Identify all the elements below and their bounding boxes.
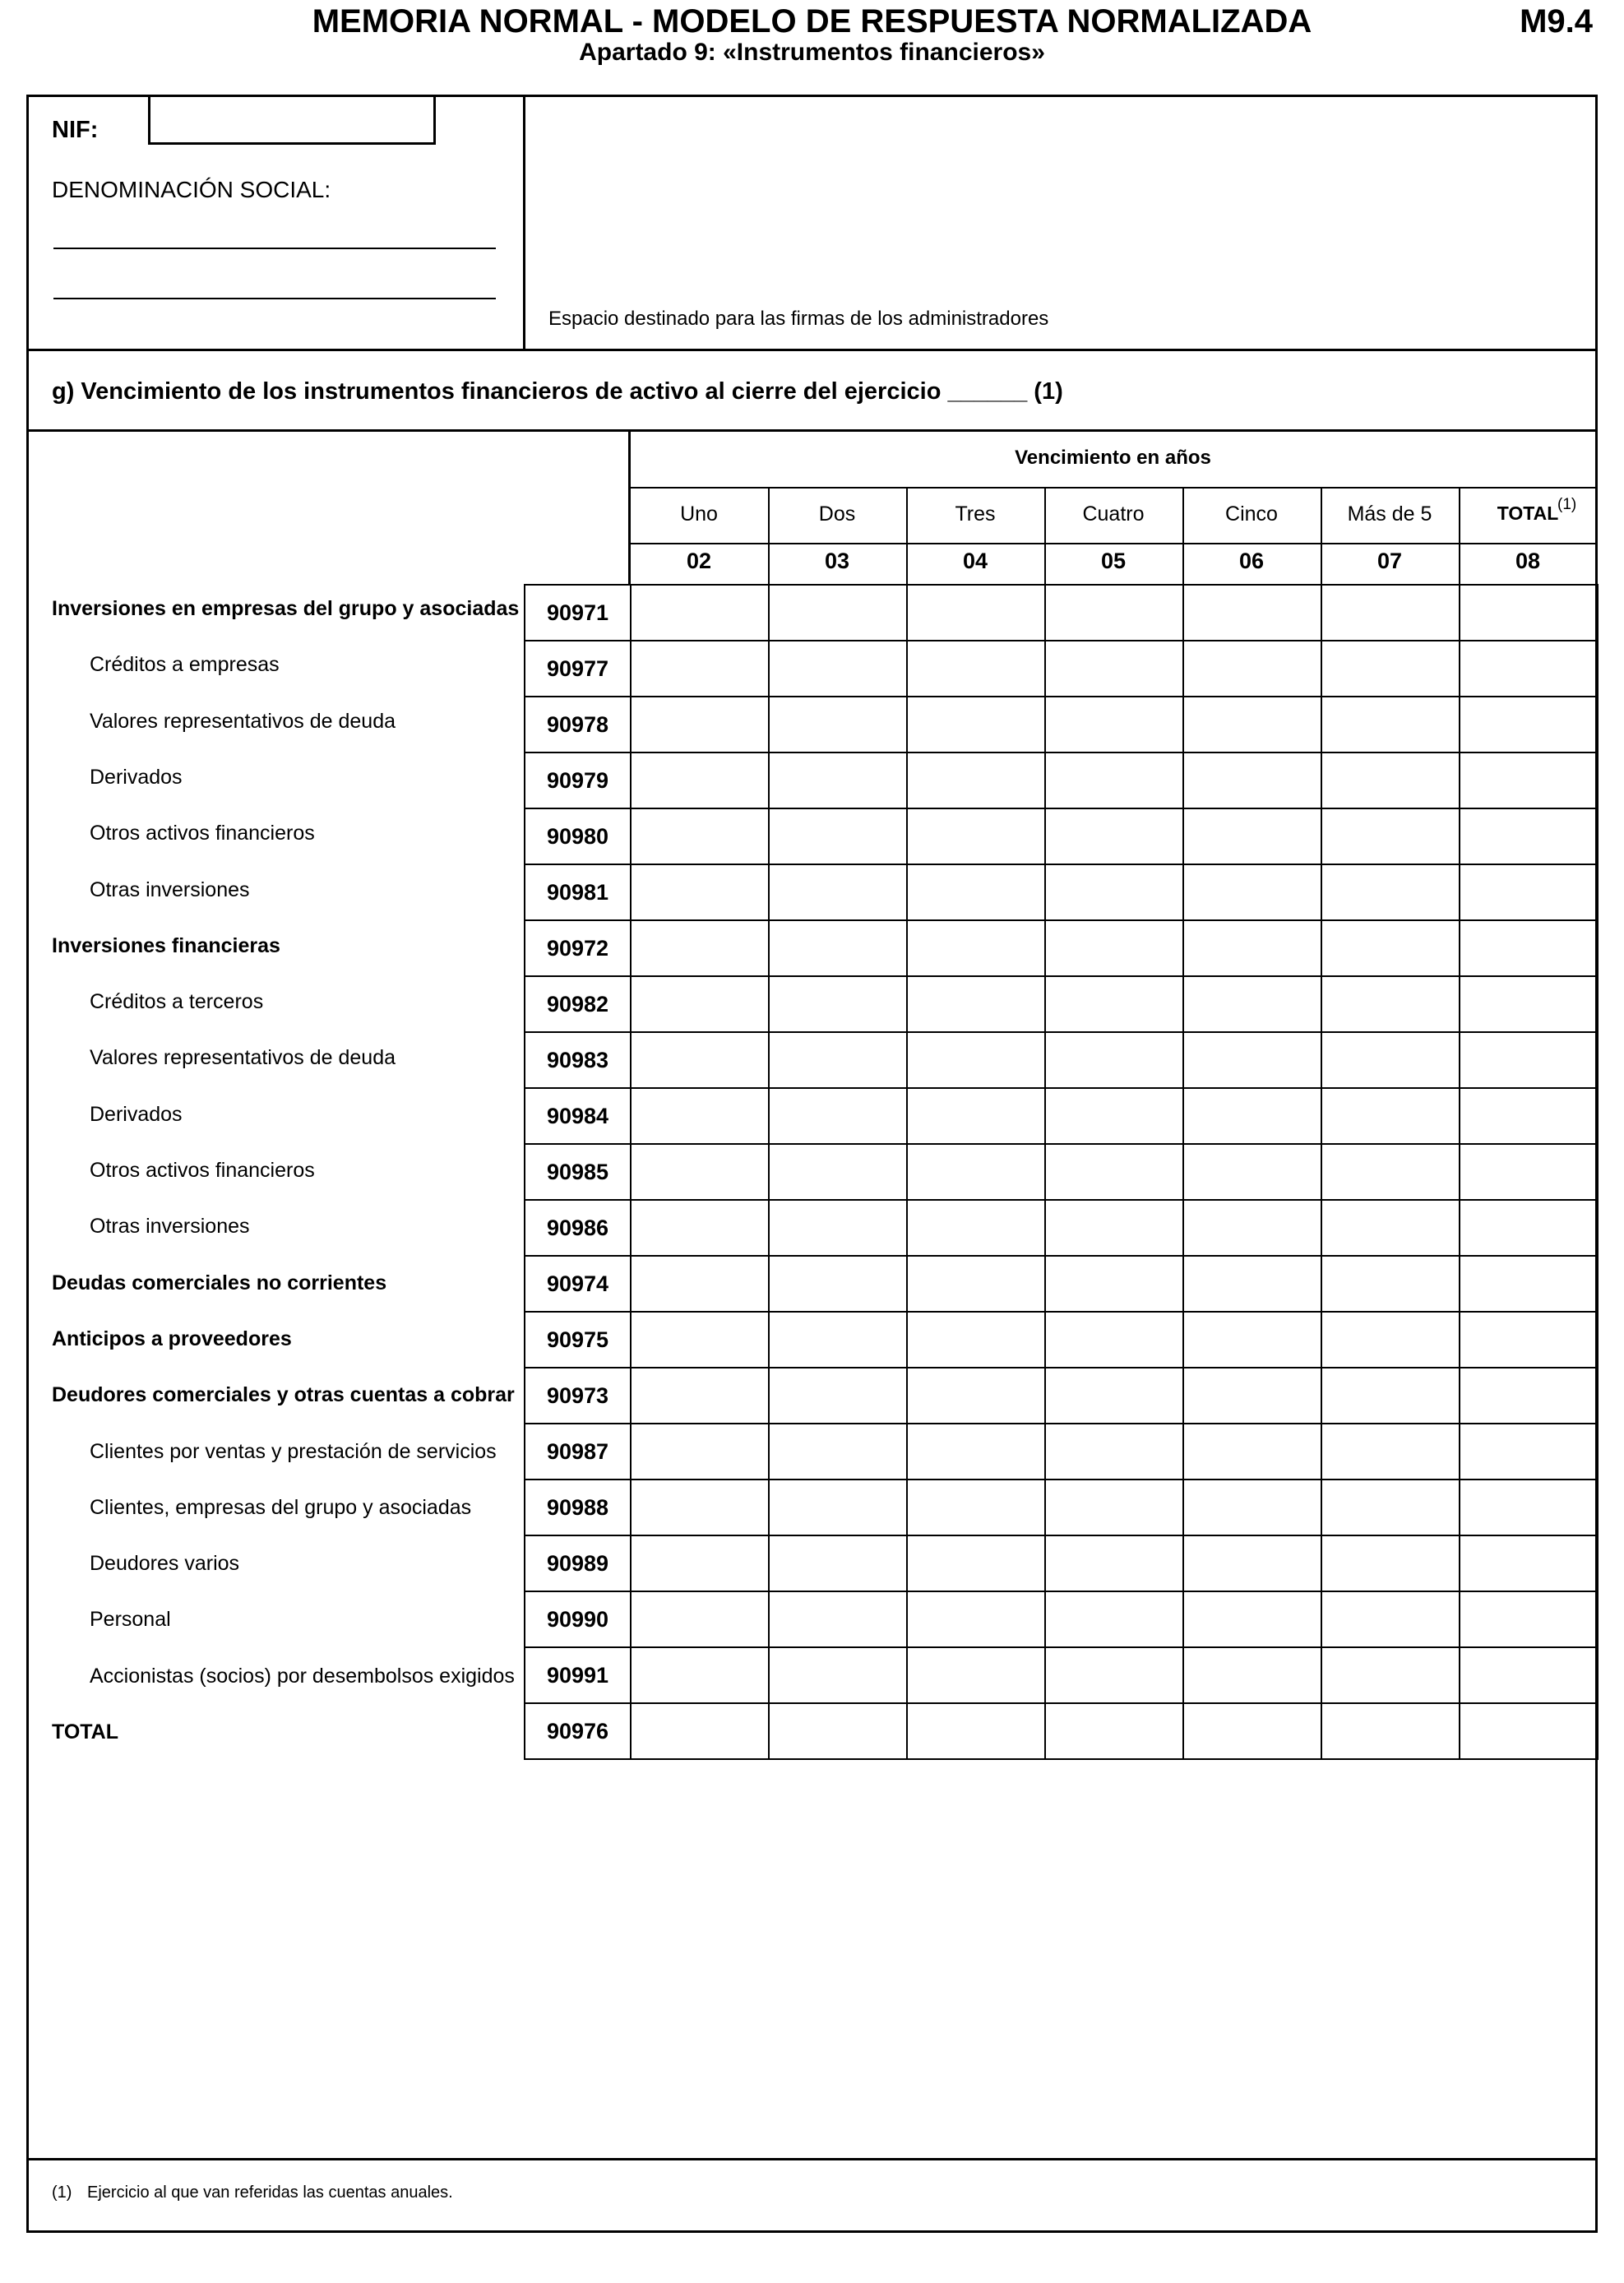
nif-field[interactable] (148, 95, 436, 145)
amount-cell[interactable] (1183, 1535, 1321, 1591)
col-labels-rule (628, 543, 1598, 544)
amount-cell[interactable] (1321, 1256, 1460, 1312)
amount-cell[interactable] (1321, 1312, 1460, 1368)
footnote-mark: (1) (52, 2183, 72, 2202)
amount-cell[interactable] (907, 808, 1045, 864)
row-label: Deudas comerciales no corrientes (52, 1271, 387, 1294)
amount-cell[interactable] (1045, 1088, 1183, 1144)
amount-cell[interactable] (1321, 1424, 1460, 1480)
amount-cell[interactable] (1183, 1032, 1321, 1088)
row-code: 90985 (525, 1144, 631, 1200)
amount-cell[interactable] (1045, 1200, 1183, 1256)
table-row (525, 1256, 1598, 1312)
column-divider (1182, 488, 1184, 586)
column-code: 08 (1515, 549, 1541, 573)
amount-cell[interactable] (907, 1368, 1045, 1424)
amount-cell[interactable] (1460, 1032, 1598, 1088)
amount-cell[interactable] (769, 641, 907, 697)
row-code: 90974 (525, 1256, 631, 1312)
amount-cell[interactable] (631, 1480, 769, 1535)
amount-cell[interactable] (1183, 1647, 1321, 1703)
column-label: Tres (955, 502, 996, 526)
amount-cell[interactable] (1045, 1480, 1183, 1535)
amount-cell[interactable] (631, 753, 769, 808)
amount-cell[interactable] (1183, 1256, 1321, 1312)
amount-cell[interactable] (631, 1200, 769, 1256)
table-row (525, 1312, 1598, 1368)
amount-cell[interactable] (1460, 1703, 1598, 1759)
table-row (525, 585, 1598, 641)
amount-cell[interactable] (907, 641, 1045, 697)
table-row (525, 1424, 1598, 1480)
column-code: 02 (686, 549, 712, 573)
amount-cell[interactable] (1183, 920, 1321, 976)
id-divider (523, 95, 525, 351)
amount-cell[interactable] (907, 1256, 1045, 1312)
amount-cell[interactable] (1321, 1535, 1460, 1591)
form-subtitle: Apartado 9: «Instrumentos financieros» (579, 39, 1045, 66)
amount-cell[interactable] (1321, 1200, 1460, 1256)
amount-cell[interactable] (1045, 697, 1183, 753)
section-title: g) Vencimiento de los instrumentos financieros de activo al cierre del ejercicio ______ (1) (52, 378, 1063, 405)
row-label: Inversiones financieras (52, 933, 280, 957)
amount-cell[interactable] (1321, 1591, 1460, 1647)
amount-cell[interactable] (769, 1591, 907, 1647)
amount-cell[interactable] (631, 1591, 769, 1647)
row-label: TOTAL (52, 1720, 119, 1744)
row-label: Otras inversiones (90, 1215, 250, 1239)
amount-cell[interactable] (1183, 808, 1321, 864)
amount-cell[interactable] (1183, 1424, 1321, 1480)
amount-cell[interactable] (631, 920, 769, 976)
amount-cell[interactable] (769, 753, 907, 808)
amount-cell[interactable] (1045, 585, 1183, 641)
row-label: Valores representativos de deuda (90, 1046, 396, 1070)
table-row (525, 1200, 1598, 1256)
amount-cell[interactable] (907, 1312, 1045, 1368)
amount-cell[interactable] (1321, 1032, 1460, 1088)
amount-cell[interactable] (1045, 753, 1183, 808)
column-divider (1459, 488, 1460, 586)
id-bottom-rule (26, 349, 1598, 351)
amount-cell[interactable] (769, 1200, 907, 1256)
table-row (525, 808, 1598, 864)
amount-cell[interactable] (769, 1256, 907, 1312)
amount-cell[interactable] (907, 1088, 1045, 1144)
amount-cell[interactable] (1460, 808, 1598, 864)
amount-cell[interactable] (769, 1424, 907, 1480)
table-row (525, 864, 1598, 920)
amount-cell[interactable] (1460, 1591, 1598, 1647)
amount-cell[interactable] (1045, 864, 1183, 920)
group-header: Vencimiento en años (1015, 447, 1211, 469)
section-bottom-rule (26, 429, 1598, 432)
amount-cell[interactable] (1321, 753, 1460, 808)
amount-cell[interactable] (1045, 1591, 1183, 1647)
row-label: Personal (90, 1608, 171, 1632)
form-code: M9.4 (1520, 3, 1593, 39)
amount-cell[interactable] (769, 1368, 907, 1424)
amount-cell[interactable] (1183, 753, 1321, 808)
amount-cell[interactable] (631, 1144, 769, 1200)
row-code: 90979 (525, 753, 631, 808)
amount-cell[interactable] (631, 976, 769, 1032)
amount-cell[interactable] (907, 1144, 1045, 1200)
amount-cell[interactable] (1321, 641, 1460, 697)
amount-cell[interactable] (1045, 641, 1183, 697)
row-code: 90971 (525, 585, 631, 641)
company-name-line-2[interactable] (53, 298, 496, 299)
signature-note: Espacio destinado para las firmas de los administradores (548, 308, 1049, 330)
amount-cell[interactable] (631, 808, 769, 864)
amount-cell[interactable] (907, 1647, 1045, 1703)
amount-cell[interactable] (631, 641, 769, 697)
amount-cell[interactable] (907, 976, 1045, 1032)
row-code: 90987 (525, 1424, 631, 1480)
amount-cell[interactable] (631, 1424, 769, 1480)
row-label: Derivados (90, 1102, 183, 1126)
amount-cell[interactable] (631, 1647, 769, 1703)
table-row (525, 1480, 1598, 1535)
row-label: Inversiones en empresas del grupo y asociadas (52, 597, 520, 620)
column-divider (768, 488, 770, 586)
row-code: 90978 (525, 697, 631, 753)
row-code: 90976 (525, 1703, 631, 1759)
amount-cell[interactable] (1321, 1703, 1460, 1759)
table-row (525, 976, 1598, 1032)
amount-cell[interactable] (1321, 697, 1460, 753)
footnote-rule (26, 2158, 1598, 2160)
amount-cell[interactable] (1183, 585, 1321, 641)
company-name-label: DENOMINACIÓN SOCIAL: (52, 177, 331, 202)
amount-cell[interactable] (1045, 1368, 1183, 1424)
row-code: 90980 (525, 808, 631, 864)
row-label: Otros activos financieros (90, 1159, 315, 1182)
amount-cell[interactable] (1183, 1703, 1321, 1759)
amount-cell[interactable] (1460, 697, 1598, 753)
table-row (525, 1535, 1598, 1591)
amount-cell[interactable] (907, 1703, 1045, 1759)
row-label: Deudores varios (90, 1552, 240, 1576)
amount-cell[interactable] (1460, 920, 1598, 976)
row-label: Créditos a terceros (90, 990, 264, 1014)
column-code: 07 (1376, 549, 1403, 573)
amount-cell[interactable] (1183, 1200, 1321, 1256)
amount-cell[interactable] (769, 585, 907, 641)
amount-cell[interactable] (1183, 976, 1321, 1032)
amount-cell[interactable] (631, 1368, 769, 1424)
group-header-rule (628, 487, 1598, 489)
amount-cell[interactable] (1045, 1032, 1183, 1088)
amount-cell[interactable] (1045, 1256, 1183, 1312)
amount-cell[interactable] (1321, 808, 1460, 864)
column-label: Cuatro (1082, 502, 1145, 526)
amount-cell[interactable] (1045, 1424, 1183, 1480)
row-label: Accionistas (socios) por desembolsos exigidos (90, 1664, 515, 1688)
amount-cell[interactable] (1321, 1144, 1460, 1200)
amount-cell[interactable] (1045, 1703, 1183, 1759)
row-label: Anticipos a proveedores (52, 1327, 292, 1350)
amount-cell[interactable] (1045, 976, 1183, 1032)
row-label: Otros activos financieros (90, 822, 315, 845)
row-code: 90989 (525, 1535, 631, 1591)
amount-cell[interactable] (1045, 1647, 1183, 1703)
amount-cell[interactable] (907, 1480, 1045, 1535)
table-row (525, 1368, 1598, 1424)
row-code: 90986 (525, 1200, 631, 1256)
amount-cell[interactable] (1460, 1256, 1598, 1312)
amount-cell[interactable] (1460, 585, 1598, 641)
amount-cell[interactable] (1321, 585, 1460, 641)
company-name-line-1[interactable] (53, 248, 496, 249)
amount-cell[interactable] (631, 1032, 769, 1088)
row-code: 90983 (525, 1032, 631, 1088)
table-row (525, 1088, 1598, 1144)
amount-cell[interactable] (631, 585, 769, 641)
row-label: Clientes por ventas y prestación de servicios (90, 1439, 497, 1463)
column-divider (906, 488, 908, 586)
column-label: Cinco (1225, 502, 1278, 526)
amount-cell[interactable] (769, 1088, 907, 1144)
amount-cell[interactable] (631, 1703, 769, 1759)
amount-cell[interactable] (769, 920, 907, 976)
amount-cell[interactable] (1460, 1144, 1598, 1200)
table-row (525, 920, 1598, 976)
column-divider (1044, 488, 1046, 586)
amount-cell[interactable] (1045, 1144, 1183, 1200)
row-label: Derivados (90, 765, 183, 789)
table-row (525, 1032, 1598, 1088)
amount-cell[interactable] (769, 1647, 907, 1703)
table-row (525, 1144, 1598, 1200)
column-code: 05 (1100, 549, 1127, 573)
table-row (525, 753, 1598, 808)
amount-cell[interactable] (1460, 1088, 1598, 1144)
amount-cell[interactable] (907, 864, 1045, 920)
row-code: 90990 (525, 1591, 631, 1647)
amount-cell[interactable] (1460, 641, 1598, 697)
row-label: Valores representativos de deuda (90, 709, 396, 733)
amount-cell[interactable] (907, 1424, 1045, 1480)
amount-cell[interactable] (1460, 976, 1598, 1032)
amount-cell[interactable] (631, 1312, 769, 1368)
amount-cell[interactable] (1321, 920, 1460, 976)
table-row (525, 1703, 1598, 1759)
amount-cell[interactable] (769, 1703, 907, 1759)
amount-cell[interactable] (631, 697, 769, 753)
amount-cell[interactable] (769, 1032, 907, 1088)
table-row (525, 1647, 1598, 1703)
amount-cell[interactable] (1460, 1480, 1598, 1535)
amount-cell[interactable] (769, 1312, 907, 1368)
row-code: 90975 (525, 1312, 631, 1368)
amount-cell[interactable] (907, 1535, 1045, 1591)
column-divider (1321, 488, 1322, 586)
row-code: 90991 (525, 1647, 631, 1703)
amount-cell[interactable] (769, 808, 907, 864)
row-code: 90984 (525, 1088, 631, 1144)
column-code: 03 (824, 549, 850, 573)
amount-cell[interactable] (769, 864, 907, 920)
amount-cell[interactable] (1183, 864, 1321, 920)
footnote-text: Ejercicio al que van referidas las cuentas anuales. (87, 2183, 453, 2202)
column-code: 06 (1238, 549, 1265, 573)
amount-cell[interactable] (1045, 1535, 1183, 1591)
amount-cell[interactable] (769, 1480, 907, 1535)
amount-cell[interactable] (631, 864, 769, 920)
amount-cell[interactable] (1183, 1088, 1321, 1144)
amount-cell[interactable] (1460, 864, 1598, 920)
column-label: Dos (818, 502, 856, 526)
nif-label: NIF: (52, 117, 99, 143)
amount-cell[interactable] (1321, 976, 1460, 1032)
amount-cell[interactable] (1321, 1647, 1460, 1703)
amount-cell[interactable] (1321, 1480, 1460, 1535)
row-code: 90982 (525, 976, 631, 1032)
column-code: 04 (962, 549, 988, 573)
maturity-table (524, 584, 1599, 1760)
amount-cell[interactable] (1045, 808, 1183, 864)
amount-cell[interactable] (1460, 753, 1598, 808)
amount-cell[interactable] (769, 1535, 907, 1591)
table-row (525, 1591, 1598, 1647)
amount-cell[interactable] (1183, 1591, 1321, 1647)
row-code: 90972 (525, 920, 631, 976)
row-code: 90988 (525, 1480, 631, 1535)
amount-cell[interactable] (907, 920, 1045, 976)
amount-cell[interactable] (1460, 1647, 1598, 1703)
amount-cell[interactable] (769, 697, 907, 753)
amount-cell[interactable] (1321, 864, 1460, 920)
column-label: Uno (680, 502, 718, 526)
amount-cell[interactable] (1183, 641, 1321, 697)
amount-cell[interactable] (1321, 1088, 1460, 1144)
amount-cell[interactable] (1460, 1368, 1598, 1424)
form-title: MEMORIA NORMAL - MODELO DE RESPUESTA NORMALIZADA (312, 3, 1312, 39)
amount-cell[interactable] (1460, 1535, 1598, 1591)
amount-cell[interactable] (1460, 1424, 1598, 1480)
amount-cell[interactable] (907, 1032, 1045, 1088)
amount-cell[interactable] (1183, 1368, 1321, 1424)
amount-cell[interactable] (907, 753, 1045, 808)
column-label: TOTAL (1497, 502, 1559, 524)
amount-cell[interactable] (631, 1256, 769, 1312)
row-label: Clientes, empresas del grupo y asociadas (90, 1495, 472, 1519)
amount-cell[interactable] (769, 976, 907, 1032)
amount-cell[interactable] (1183, 1312, 1321, 1368)
amount-cell[interactable] (1183, 1480, 1321, 1535)
amount-cell[interactable] (907, 697, 1045, 753)
row-label: Créditos a empresas (90, 653, 280, 677)
amount-cell[interactable] (1321, 1368, 1460, 1424)
column-note: (1) (1557, 496, 1577, 513)
amount-cell[interactable] (1183, 1144, 1321, 1200)
row-code: 90977 (525, 641, 631, 697)
amount-cell[interactable] (907, 585, 1045, 641)
row-label: Otras inversiones (90, 878, 250, 901)
amount-cell[interactable] (769, 1144, 907, 1200)
amount-cell[interactable] (907, 1200, 1045, 1256)
table-row (525, 697, 1598, 753)
amount-cell[interactable] (1460, 1200, 1598, 1256)
amount-cell[interactable] (1045, 1312, 1183, 1368)
amount-cell[interactable] (1183, 697, 1321, 753)
amount-cell[interactable] (631, 1088, 769, 1144)
column-label: Más de 5 (1347, 502, 1432, 526)
amount-cell[interactable] (631, 1535, 769, 1591)
row-code: 90981 (525, 864, 631, 920)
row-label: Deudores comerciales y otras cuentas a cobrar (52, 1383, 515, 1407)
amount-cell[interactable] (1460, 1312, 1598, 1368)
table-row (525, 641, 1598, 697)
amount-cell[interactable] (1045, 920, 1183, 976)
amount-cell[interactable] (907, 1591, 1045, 1647)
row-code: 90973 (525, 1368, 631, 1424)
